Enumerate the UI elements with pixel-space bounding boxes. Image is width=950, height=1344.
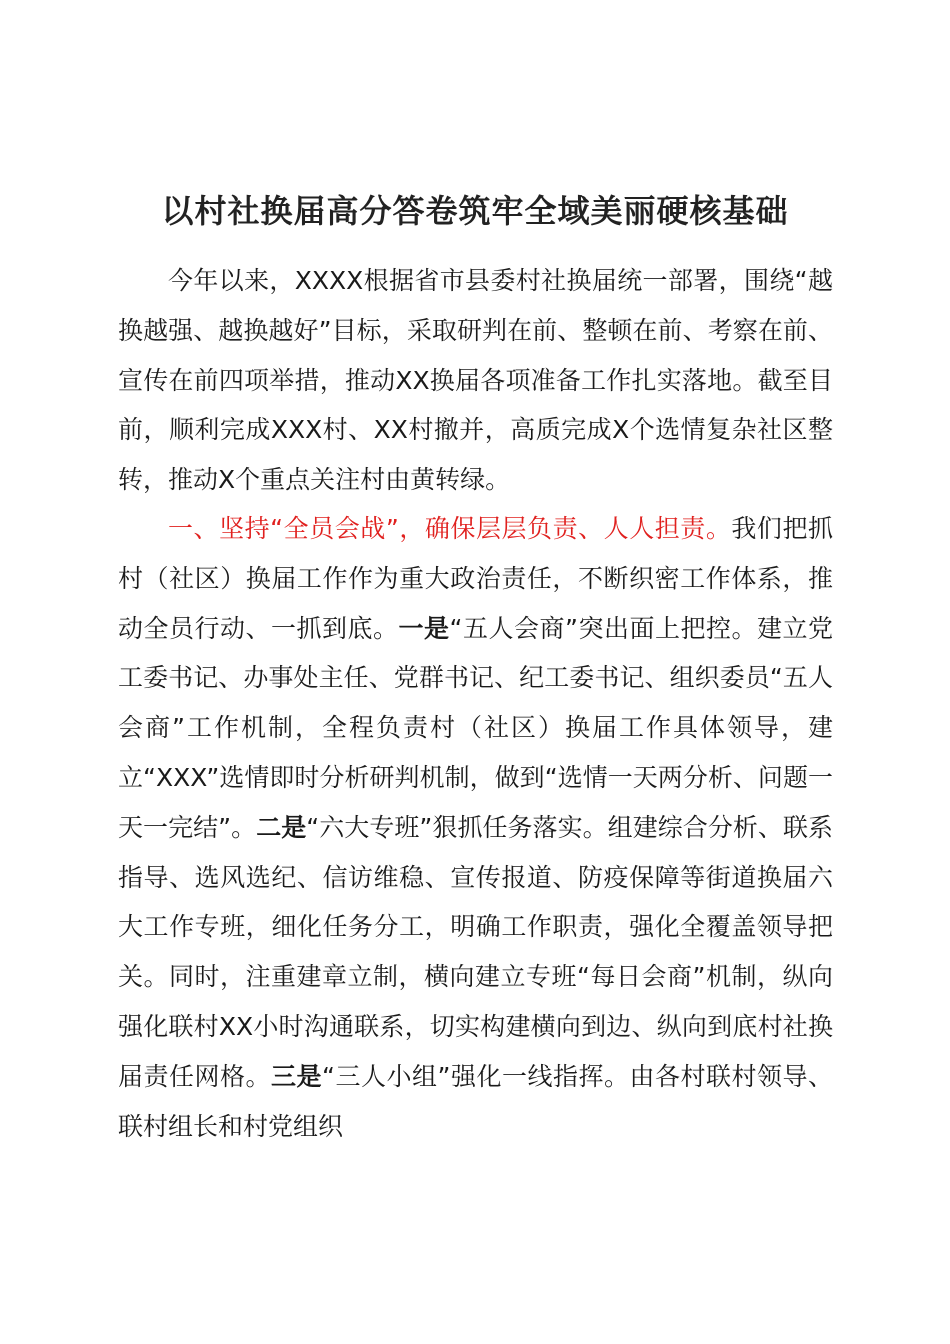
document-title: 以村社换届高分答卷筑牢全域美丽硬核基础	[161, 192, 789, 230]
point-one-text: “五人会商”突出面上把控。建立党工委书记、办事处主任、党群书记、纪工委书记、组织委员“五人会商”工作机制，全程负责村（社区）换届工作具体领导，建立“XXX”选情即时分析研判机制，做到“选情一天两分析、问题一天一完结”。	[118, 613, 833, 842]
section-heading: 一、坚持“全员会战”，确保层层负责、人人担责。	[168, 514, 732, 543]
point-three-label: 三是	[271, 1061, 323, 1091]
point-three-text: “三人小组”强化一线指挥。由各村联村领导、联村组长和村党组织	[118, 1061, 833, 1141]
point-two-label: 二是	[256, 812, 307, 842]
point-two-text: “六大专班”狠抓任务落实。组建综合分析、联系指导、选风选纪、信访维稳、宣传报道、防疫保障等街道换届六大工作专班，细化任务分工，明确工作职责，强化全覆盖领导把关。同时，注重建章立制，横向建立专班“每日会商”机制，纵向强化联村XX小时沟通联系，切实构建横向到边、纵向到底村社换届责任网格。	[118, 812, 833, 1091]
section-intro-text: 我们把抓村（社区）换届工作作为重大政治责任，不断织密工作体系，推动全员行动、一抓到底。	[118, 514, 833, 643]
paragraph-section-one	[118, 504, 833, 1151]
paragraph-intro: 今年以来，XXXX根据省市县委村社换届统一部署，围绕“越换越强、越换越好”目标，采取研判在前、整顿在前、考察在前、宣传在前四项举措，推动XX换届各项准备工作扎实落地。截至目前，顺利完成XXX村、XX村撤并，高质完成X个选情复杂社区整转，推动X个重点关注村由黄转绿。	[118, 266, 833, 495]
point-one-label: 一是	[398, 613, 450, 643]
